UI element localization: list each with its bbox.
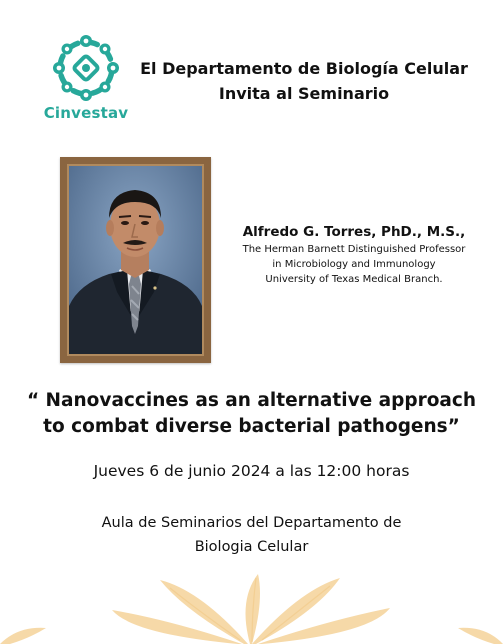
- talk-title: [10, 388, 493, 440]
- speaker-name: Alfredo G. Torres, PhD., M.S.,: [242, 224, 466, 240]
- cinvestav-logo: [42, 32, 130, 124]
- header: [134, 56, 474, 106]
- speaker-department: in Microbiology and Immunology: [272, 259, 436, 270]
- talk-title-line-1: “ Nanovaccines as an alternative approach: [26, 390, 477, 411]
- portrait-frame: [60, 157, 211, 363]
- department-line: El Departamento de Biología Celular: [140, 59, 468, 78]
- floral-ornament: [0, 560, 503, 644]
- logo-wordmark: Cinvestav: [43, 104, 129, 122]
- venue-line-1: Aula de Seminarios del Departamento de: [101, 515, 402, 531]
- venue-line-2: Biologia Celular: [194, 539, 309, 555]
- frame-bevel: [67, 164, 204, 356]
- event-date: Jueves 6 de junio 2024 a las 12:00 horas: [93, 462, 410, 480]
- talk-title-line-2: to combat diverse bacterial pathogens”: [43, 416, 460, 437]
- speaker-title: The Herman Barnett Distinguished Professor: [242, 244, 466, 255]
- event-venue: [40, 511, 463, 559]
- invitation-line: Invita al Seminario: [218, 84, 390, 103]
- cinvestav-logo-icon: [50, 32, 122, 104]
- speaker-institution: University of Texas Medical Branch.: [265, 274, 443, 285]
- speaker-info: [218, 222, 490, 287]
